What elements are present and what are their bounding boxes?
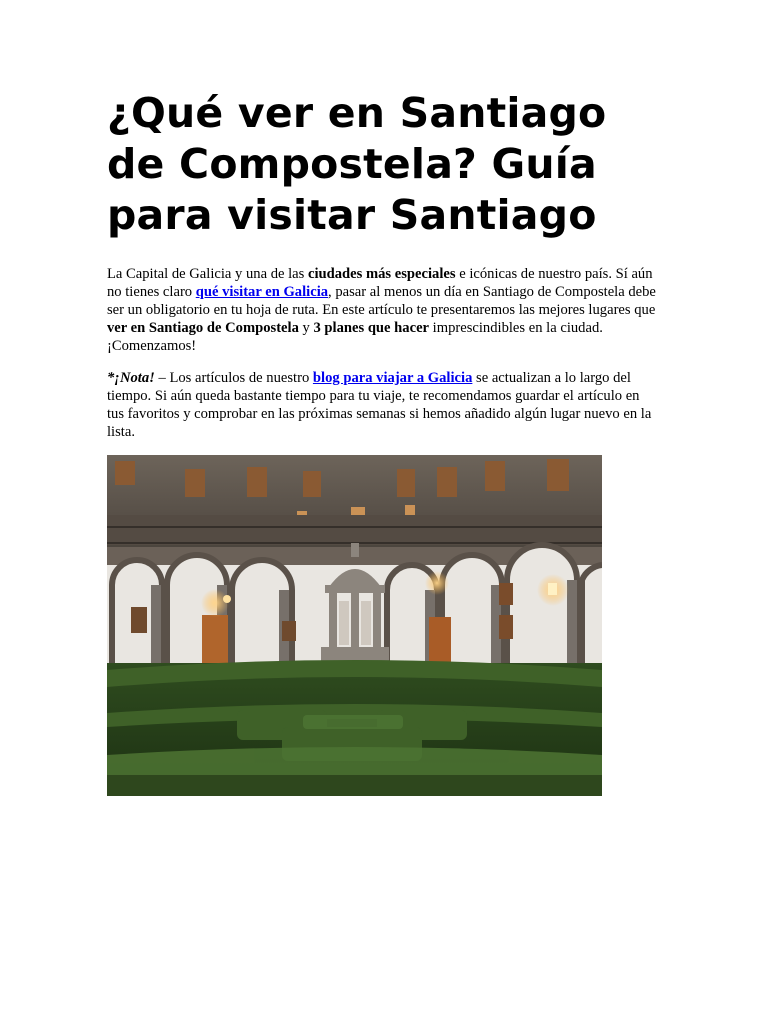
note-label: *¡Nota! <box>107 370 155 386</box>
cloister-photo <box>107 455 602 796</box>
intro-text-5: imprescindibles en la ciudad. ¡Comenzamos! <box>107 320 603 354</box>
link-blog-galicia[interactable]: blog para viajar a Galicia <box>312 370 473 386</box>
article-title: ¿Qué ver en Santiago de Compostela? Guía para visitar Santiago <box>107 89 607 239</box>
article <box>107 88 659 796</box>
intro-text-1: La Capital de Galicia y una de las <box>107 266 308 282</box>
note-text-1: – Los artículos de nuestro <box>154 370 313 386</box>
intro-bold-1: ciudades más especiales <box>308 266 456 282</box>
intro-text-3: , pasar al menos un día en Santiago de Compostela debe ser un obligatorio en tu hoja de ruta. En este artículo te presentaremos las mejores lugares que <box>107 284 656 318</box>
intro-bold-3: 3 planes que hacer <box>313 320 430 336</box>
link-que-visitar-galicia[interactable]: qué visitar en Galicia <box>195 284 329 300</box>
note-paragraph <box>107 369 659 441</box>
intro-bold-2: ver en Santiago de Compostela <box>107 320 299 336</box>
intro-text-2: e icónicas de nuestro país. Sí aún no tienes claro <box>107 266 653 300</box>
intro-paragraph <box>107 265 659 355</box>
note-text-2: se actualizan a lo largo del tiempo. Si aún queda bastante tiempo para tu viaje, te recomendamos guardar el artículo en tus favoritos y comprobar en las próximas semanas si hemos añadido algún lugar nuevo en la lista. <box>107 370 652 440</box>
intro-text-4: y <box>298 320 314 336</box>
